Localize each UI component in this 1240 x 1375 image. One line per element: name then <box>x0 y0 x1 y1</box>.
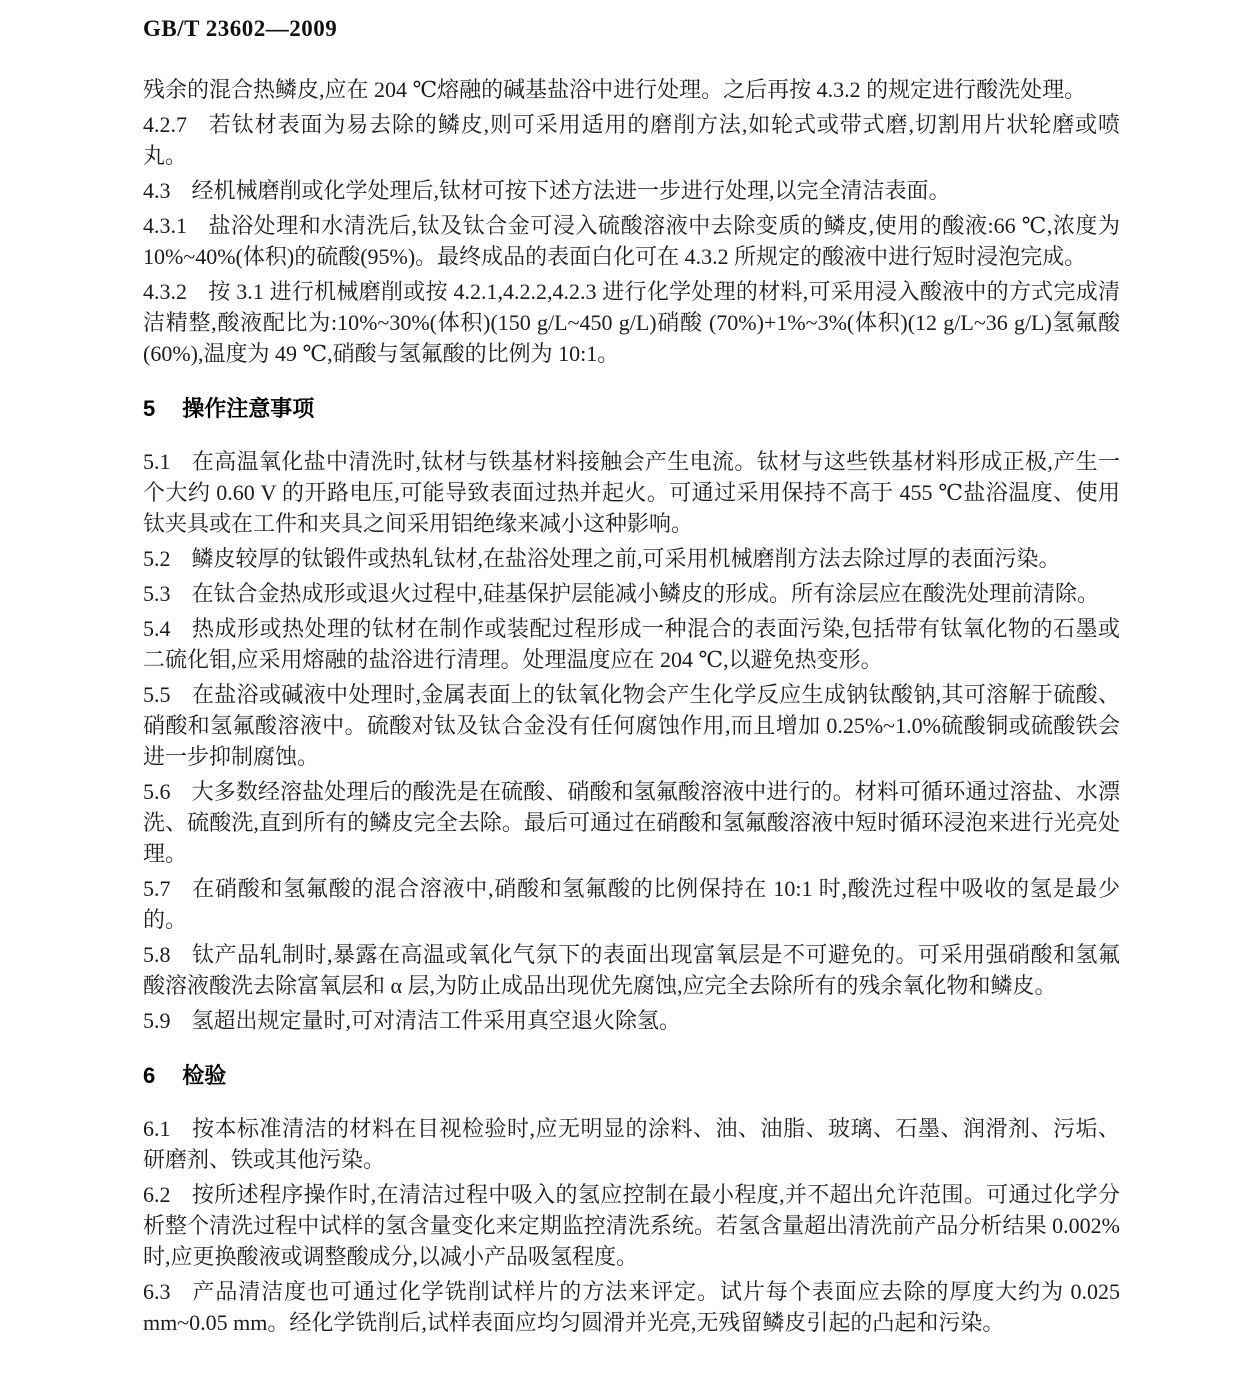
clause-text: 残余的混合热鳞皮,应在 204 ℃熔融的碱基盐浴中进行处理。之后再按 4.3.2 的规定进行酸洗处理。 <box>143 77 1087 102</box>
clause-number: 6.3 <box>143 1279 171 1304</box>
clause-paragraph <box>143 1113 1120 1175</box>
clause-number: 5.8 <box>143 942 171 967</box>
clause-text: 大多数经溶盐处理后的酸洗是在硫酸、硝酸和氢氟酸溶液中进行的。材料可循环通过溶盐、水漂洗、硫酸洗,直到所有的鳞皮完全去除。最后可通过在硝酸和氢氟酸溶液中短时循环浸泡来进行光亮处理。 <box>143 779 1120 866</box>
clause-number: 5.1 <box>143 449 171 474</box>
clause-number: 4.3.2 <box>143 279 187 304</box>
section-heading <box>143 1060 1120 1091</box>
clause-paragraph <box>143 1179 1120 1272</box>
clause-paragraph <box>143 74 1120 105</box>
clause-number: 5.7 <box>143 876 171 901</box>
clause-paragraph <box>143 776 1120 869</box>
clause-number: 6 <box>143 1063 156 1088</box>
heading-text: 检验 <box>182 1063 227 1088</box>
clause-number: 6.1 <box>143 1116 171 1141</box>
clause-number: 4.2.7 <box>143 112 187 137</box>
clause-paragraph <box>143 175 1120 206</box>
clause-number: 5.2 <box>143 546 171 571</box>
clause-paragraph <box>143 276 1120 369</box>
document-body <box>143 74 1120 1338</box>
clause-text: 按 3.1 进行机械磨削或按 4.2.1,4.2.2,4.2.3 进行化学处理的材料,可采用浸入酸液中的方式完成清洁精整,酸液配比为:10%~30%(体积)(150 g/L~450 g/L)硝酸 (70%)+1%~3%(体积)(12 g/L~36 g/L)氢氟酸(60%),温度为 49 ℃,硝酸与氢氟酸的比例为 10:1。 <box>143 279 1120 366</box>
clause-number: 5.3 <box>143 581 171 606</box>
clause-number: 5.5 <box>143 682 171 707</box>
clause-paragraph <box>143 1276 1120 1338</box>
clause-paragraph <box>143 543 1120 574</box>
clause-paragraph <box>143 939 1120 1001</box>
clause-number: 5.9 <box>143 1008 171 1033</box>
clause-paragraph <box>143 210 1120 272</box>
clause-text: 盐浴处理和水清洗后,钛及钛合金可浸入硫酸溶液中去除变质的鳞皮,使用的酸液:66 ℃,浓度为 10%~40%(体积)的硫酸(95%)。最终成品的表面白化可在 4.3.2 所规定的酸液中进行短时浸泡完成。 <box>143 213 1120 269</box>
clause-number: 5.4 <box>143 616 171 641</box>
clause-text: 氢超出规定量时,可对清洁工件采用真空退火除氢。 <box>191 1008 682 1033</box>
clause-number: 6.2 <box>143 1182 171 1207</box>
clause-text: 鳞皮较厚的钛锻件或热轧钛材,在盐浴处理之前,可采用机械磨削方法去除过厚的表面污染。 <box>191 546 1061 571</box>
clause-text: 在高温氧化盐中清洗时,钛材与铁基材料接触会产生电流。钛材与这些铁基材料形成正极,产生一个大约 0.60 V 的开路电压,可能导致表面过热并起火。可通过采用保持不高于 455 ℃盐浴温度、使用钛夹具或在工件和夹具之间采用铝绝缘来减小这种影响。 <box>143 449 1120 536</box>
clause-text: 钛产品轧制时,暴露在高温或氧化气氛下的表面出现富氧层是不可避免的。可采用强硝酸和氢氟酸溶液酸洗去除富氧层和 α 层,为防止成品出现优先腐蚀,应完全去除所有的残余氧化物和鳞皮。 <box>143 942 1120 998</box>
clause-text: 在盐浴或碱液中处理时,金属表面上的钛氧化物会产生化学反应生成钠钛酸钠,其可溶解于硫酸、硝酸和氢氟酸溶液中。硫酸对钛及钛合金没有任何腐蚀作用,而且增加 0.25%~1.0%硫酸铜或硫酸铁会进一步抑制腐蚀。 <box>143 682 1120 769</box>
clause-text: 按所述程序操作时,在清洁过程中吸入的氢应控制在最小程度,并不超出允许范围。可通过化学分析整个清洗过程中试样的氢含量变化来定期监控清洗系统。若氢含量超出清洗前产品分析结果 0.002%时,应更换酸液或调整酸成分,以减小产品吸氢程度。 <box>143 1182 1120 1269</box>
clause-text: 按本标准清洁的材料在目视检验时,应无明显的涂料、油、油脂、玻璃、石墨、润滑剂、污垢、研磨剂、铁或其他污染。 <box>143 1116 1120 1172</box>
clause-text: 若钛材表面为易去除的鳞皮,则可采用适用的磨削方法,如轮式或带式磨,切割用片状轮磨或喷丸。 <box>143 112 1120 168</box>
standard-number: GB/T 23602—2009 <box>143 16 338 41</box>
clause-text: 在钛合金热成形或退火过程中,硅基保护层能减小鳞皮的形成。所有涂层应在酸洗处理前清除。 <box>191 581 1100 606</box>
clause-paragraph <box>143 578 1120 609</box>
clause-text: 热成形或热处理的钛材在制作或装配过程形成一种混合的表面污染,包括带有钛氧化物的石墨或二硫化钼,应采用熔融的盐浴进行清理。处理温度应在 204 ℃,以避免热变形。 <box>143 616 1120 672</box>
clause-text: 在硝酸和氢氟酸的混合溶液中,硝酸和氢氟酸的比例保持在 10:1 时,酸洗过程中吸收的氢是最少的。 <box>143 876 1120 932</box>
clause-paragraph <box>143 1005 1120 1036</box>
clause-paragraph <box>143 873 1120 935</box>
clause-number: 5.6 <box>143 779 171 804</box>
clause-number: 4.3.1 <box>143 213 187 238</box>
section-heading <box>143 393 1120 424</box>
clause-text: 经机械磨削或化学处理后,钛材可按下述方法进一步进行处理,以完全清洁表面。 <box>191 178 951 203</box>
clause-paragraph <box>143 446 1120 539</box>
clause-paragraph <box>143 613 1120 675</box>
clause-number: 4.3 <box>143 178 171 203</box>
heading-text: 操作注意事项 <box>182 396 315 421</box>
clause-paragraph <box>143 679 1120 772</box>
clause-text: 产品清洁度也可通过化学铣削试样片的方法来评定。试片每个表面应去除的厚度大约为 0.025 mm~0.05 mm。经化学铣削后,试样表面应均匀圆滑并光亮,无残留鳞皮引起的凸起和污染。 <box>143 1279 1120 1335</box>
clause-paragraph <box>143 109 1120 171</box>
clause-number: 5 <box>143 396 156 421</box>
